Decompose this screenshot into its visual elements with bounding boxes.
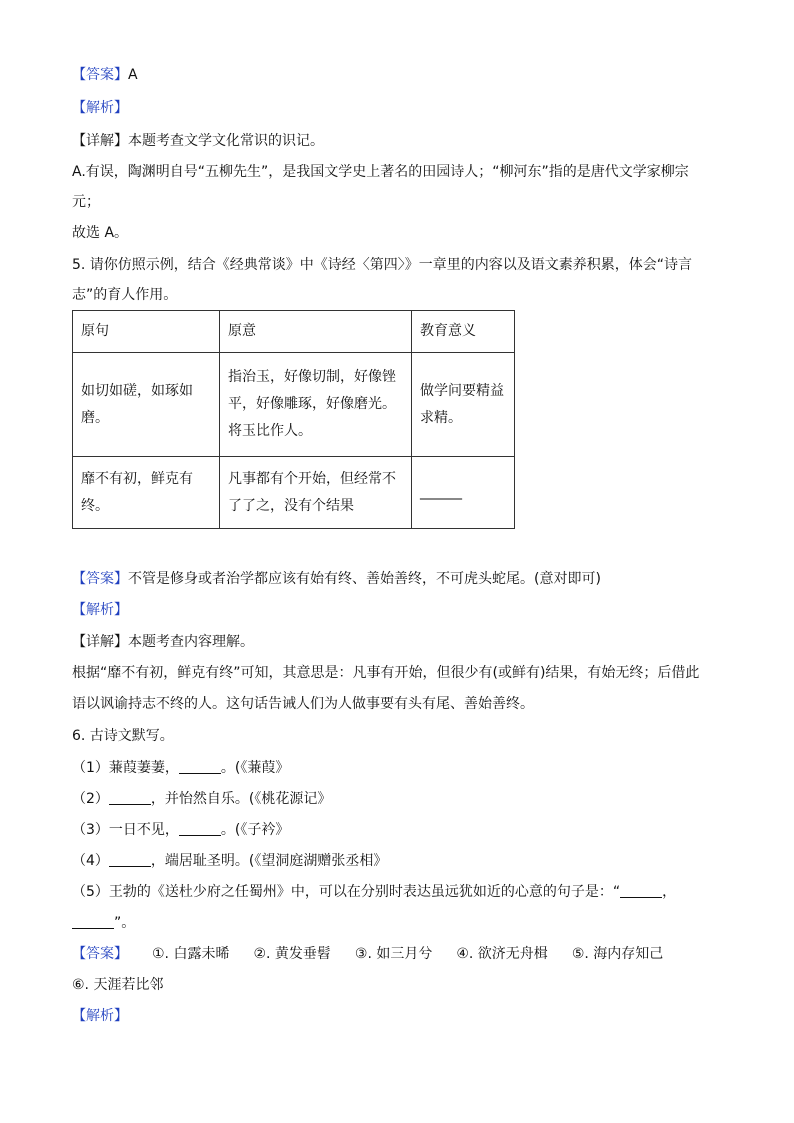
q6-stem: 6. 古诗文默写。 — [72, 728, 174, 744]
q5-stem-line-2: 志”的育人作用。 — [72, 287, 178, 303]
fill-blank[interactable] — [179, 825, 221, 836]
answer-item: ③. 如三月兮 — [354, 946, 433, 962]
q6-item-2: （2） ，并怡然自乐。(《桃花源记》 — [72, 791, 332, 807]
row1-education: 做学问要精益 求精。 — [412, 353, 515, 457]
answer-value: 不管是修身或者治学都应该有始有终、善始善终，不可虎头蛇尾。(意对即可) — [128, 571, 601, 587]
fill-blank[interactable] — [72, 918, 114, 929]
table-row — [73, 457, 515, 529]
header-original: 原句 — [73, 311, 220, 353]
q5-table — [72, 310, 515, 529]
answer-item: ②. 黄发垂髫 — [253, 946, 331, 962]
answer-tag: 【答案】 — [72, 946, 128, 962]
analysis-tag: 【解析】 — [72, 1008, 128, 1024]
answer-item: ①. 白露未晞 — [152, 946, 230, 962]
q5-detail-line — [72, 633, 254, 651]
q6-item-5-line-2: ”。 — [72, 914, 135, 932]
fill-blank[interactable] — [179, 763, 221, 774]
table-header-row — [73, 311, 515, 353]
q5-paragraph-line-2: 语以讽谕持志不终的人。这句话告诫人们为人做事要有头有尾、善始善终。 — [72, 696, 534, 712]
detail-text: 本题考查内容理解。 — [128, 634, 254, 650]
q6-item-4: （4） ，端居耻圣明。(《望洞庭湖赠张丞相》 — [72, 853, 388, 869]
detail-tag: 【详解】 — [72, 634, 128, 650]
answer-tag: 【答案】 — [72, 67, 128, 83]
fill-blank[interactable] — [620, 887, 662, 898]
answer-item: ④. 欲济无舟楫 — [456, 946, 548, 962]
analysis-tag: 【解析】 — [72, 602, 128, 618]
q5-answer-line — [72, 570, 601, 588]
q5-paragraph-line-1: 根据“靡不有初，鲜克有终”可知，其意思是：凡事有开始，但很少有(或鲜有)结果，有始无终；后借此 — [72, 665, 700, 681]
q6-answer-line — [72, 945, 663, 963]
q6-answer-line-2: ⑥. 天涯若比邻 — [72, 977, 164, 993]
answer-tag: 【答案】 — [72, 571, 128, 587]
row2-education-blank[interactable]: ______ — [412, 457, 515, 529]
detail-text: 本题考查文学文化常识的识记。 — [128, 133, 324, 149]
q6-item-3: （3）一日不见， 。(《子衿》 — [72, 822, 290, 838]
answer-value: A — [128, 67, 138, 83]
q4-answer-line — [72, 66, 138, 84]
row2-original: 靡不有初，鲜克有 终。 — [73, 457, 220, 529]
table-row — [73, 353, 515, 457]
row1-original: 如切如磋，如琢如 磨。 — [73, 353, 220, 457]
q4-explanation-line-2: 元； — [72, 194, 100, 210]
q4-detail-line — [72, 132, 324, 150]
header-meaning: 原意 — [220, 311, 412, 353]
q5-stem-line-1: 5. 请你仿照示例，结合《经典常谈》中《诗经〈第四〉》一章里的内容以及语文素养积累，体会“诗言 — [72, 257, 693, 273]
answer-item: ⑤. 海内存知己 — [571, 946, 664, 962]
fill-blank[interactable] — [109, 794, 151, 805]
analysis-tag: 【解析】 — [72, 100, 128, 116]
row2-meaning: 凡事都有个开始，但经常不 了了之，没有个结果 — [220, 457, 412, 529]
header-education: 教育意义 — [412, 311, 515, 353]
row1-meaning: 指治玉，好像切制，好像锉 平，好像雕琢，好像磨光。 将玉比作人。 — [220, 353, 412, 457]
fill-blank[interactable] — [109, 856, 151, 867]
detail-tag: 【详解】 — [72, 133, 128, 149]
q6-item-5-line-1: （5）王勃的《送杜少府之任蜀州》中，可以在分别时表达虽远犹如近的心意的句子是：“ ， — [72, 884, 677, 900]
q4-conclusion: 故选 A。 — [72, 225, 129, 241]
q6-item-1: （1）蒹葭萋萋， 。(《蒹葭》 — [72, 760, 290, 776]
q4-explanation-line-1: A.有误，陶渊明自号“五柳先生”，是我国文学史上著名的田园诗人；“柳河东”指的是唐代文学家柳宗 — [72, 164, 689, 180]
